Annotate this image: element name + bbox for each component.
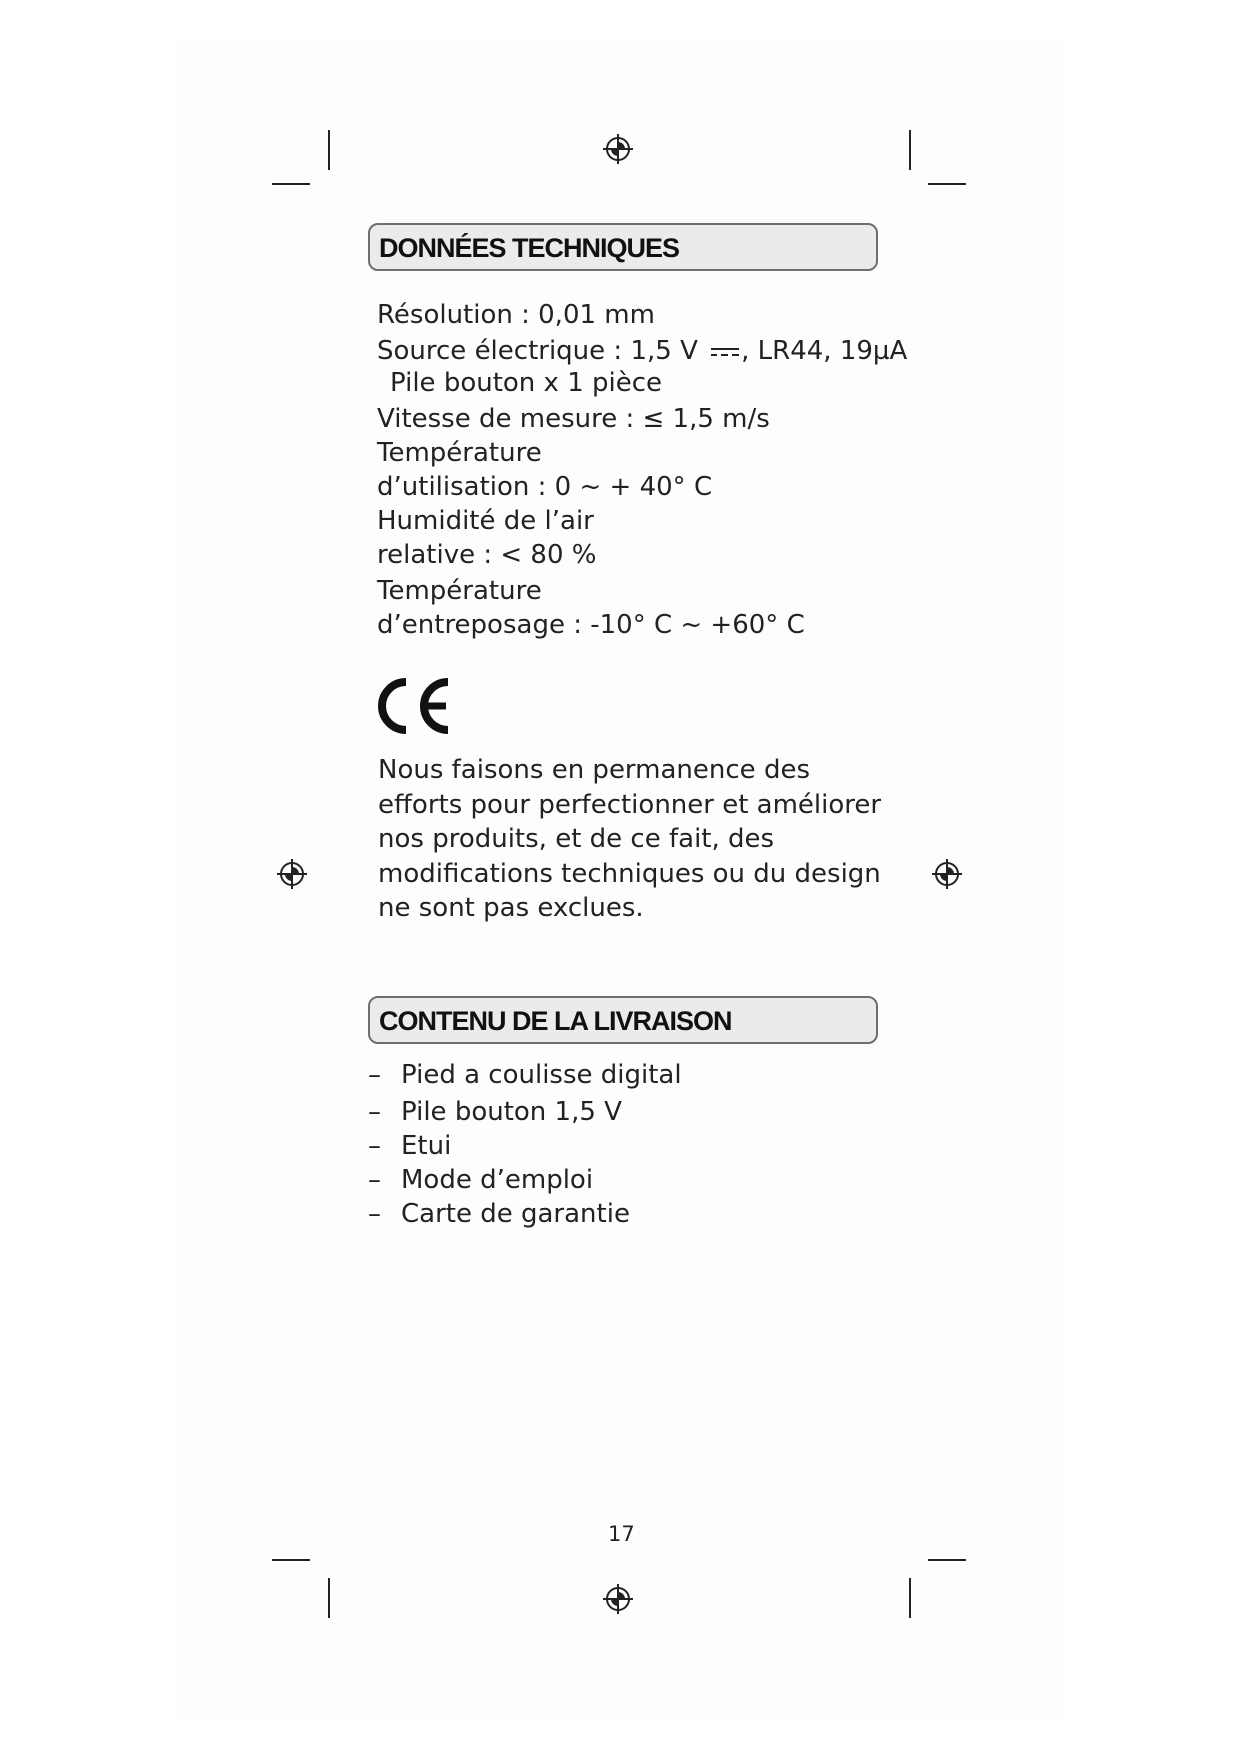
list-dash: – (368, 1199, 381, 1229)
notice-paragraph: Nous faisons en permanence des efforts pour perfectionner et améliorer nos produits, et de ce fait, des modifications techniques ou du design ne sont pas exclues. (378, 755, 882, 923)
list-item-label: Carte de garantie (401, 1199, 630, 1229)
spec-operating-temp-label: Température (377, 438, 542, 468)
spec-power-source (377, 336, 907, 366)
registration-mark-icon (602, 133, 634, 165)
registration-mark-icon (276, 858, 308, 890)
list-item-label: Pile bouton 1,5 V (401, 1097, 622, 1127)
crop-mark (928, 1559, 966, 1561)
list-dash: – (368, 1165, 381, 1195)
list-dash: – (368, 1060, 381, 1090)
list-dash: – (368, 1131, 381, 1161)
ce-mark-icon (376, 676, 456, 736)
spec-resolution: Résolution : 0,01 mm (377, 300, 655, 330)
tech-data-title: DONNÉES TECHNIQUES (379, 233, 680, 263)
registration-mark-icon (931, 858, 963, 890)
spec-operating-temp: d’utilisation : 0 ~ + 40° C (377, 472, 713, 502)
list-item (368, 1060, 682, 1090)
list-dash: – (368, 1097, 381, 1127)
spec-storage-temp-label: Température (377, 576, 542, 606)
spec-humidity: relative : < 80 % (377, 540, 597, 570)
list-item (368, 1199, 630, 1229)
list-item (368, 1097, 622, 1127)
page-number: 17 (608, 1522, 635, 1546)
dc-symbol-icon (710, 345, 740, 359)
crop-mark (328, 130, 330, 170)
spec-power-source-label: Source électrique : 1,5 V (377, 336, 698, 366)
crop-mark (909, 1578, 911, 1618)
spec-storage-temp: d’entreposage : -10° C ~ +60° C (377, 610, 805, 640)
crop-mark (928, 183, 966, 185)
tech-data-header (368, 223, 878, 271)
crop-mark (328, 1578, 330, 1618)
spec-power-source-detail: , LR44, 19µA (741, 336, 908, 366)
spec-humidity-label: Humidité de l’air (377, 506, 594, 536)
list-item-label: Pied a coulisse digital (401, 1060, 682, 1090)
registration-mark-icon (602, 1583, 634, 1615)
delivery-title: CONTENU DE LA LIVRAISON (379, 1006, 732, 1036)
crop-mark (272, 1559, 310, 1561)
list-item-label: Mode d’emploi (401, 1165, 594, 1195)
list-item-label: Etui (401, 1131, 452, 1161)
list-item (368, 1165, 593, 1195)
crop-mark (272, 183, 310, 185)
list-item (368, 1131, 451, 1161)
crop-mark (909, 130, 911, 170)
spec-speed: Vitesse de mesure : ≤ 1,5 m/s (377, 404, 770, 434)
delivery-header (368, 996, 878, 1044)
spec-battery: Pile bouton x 1 pièce (390, 368, 663, 398)
